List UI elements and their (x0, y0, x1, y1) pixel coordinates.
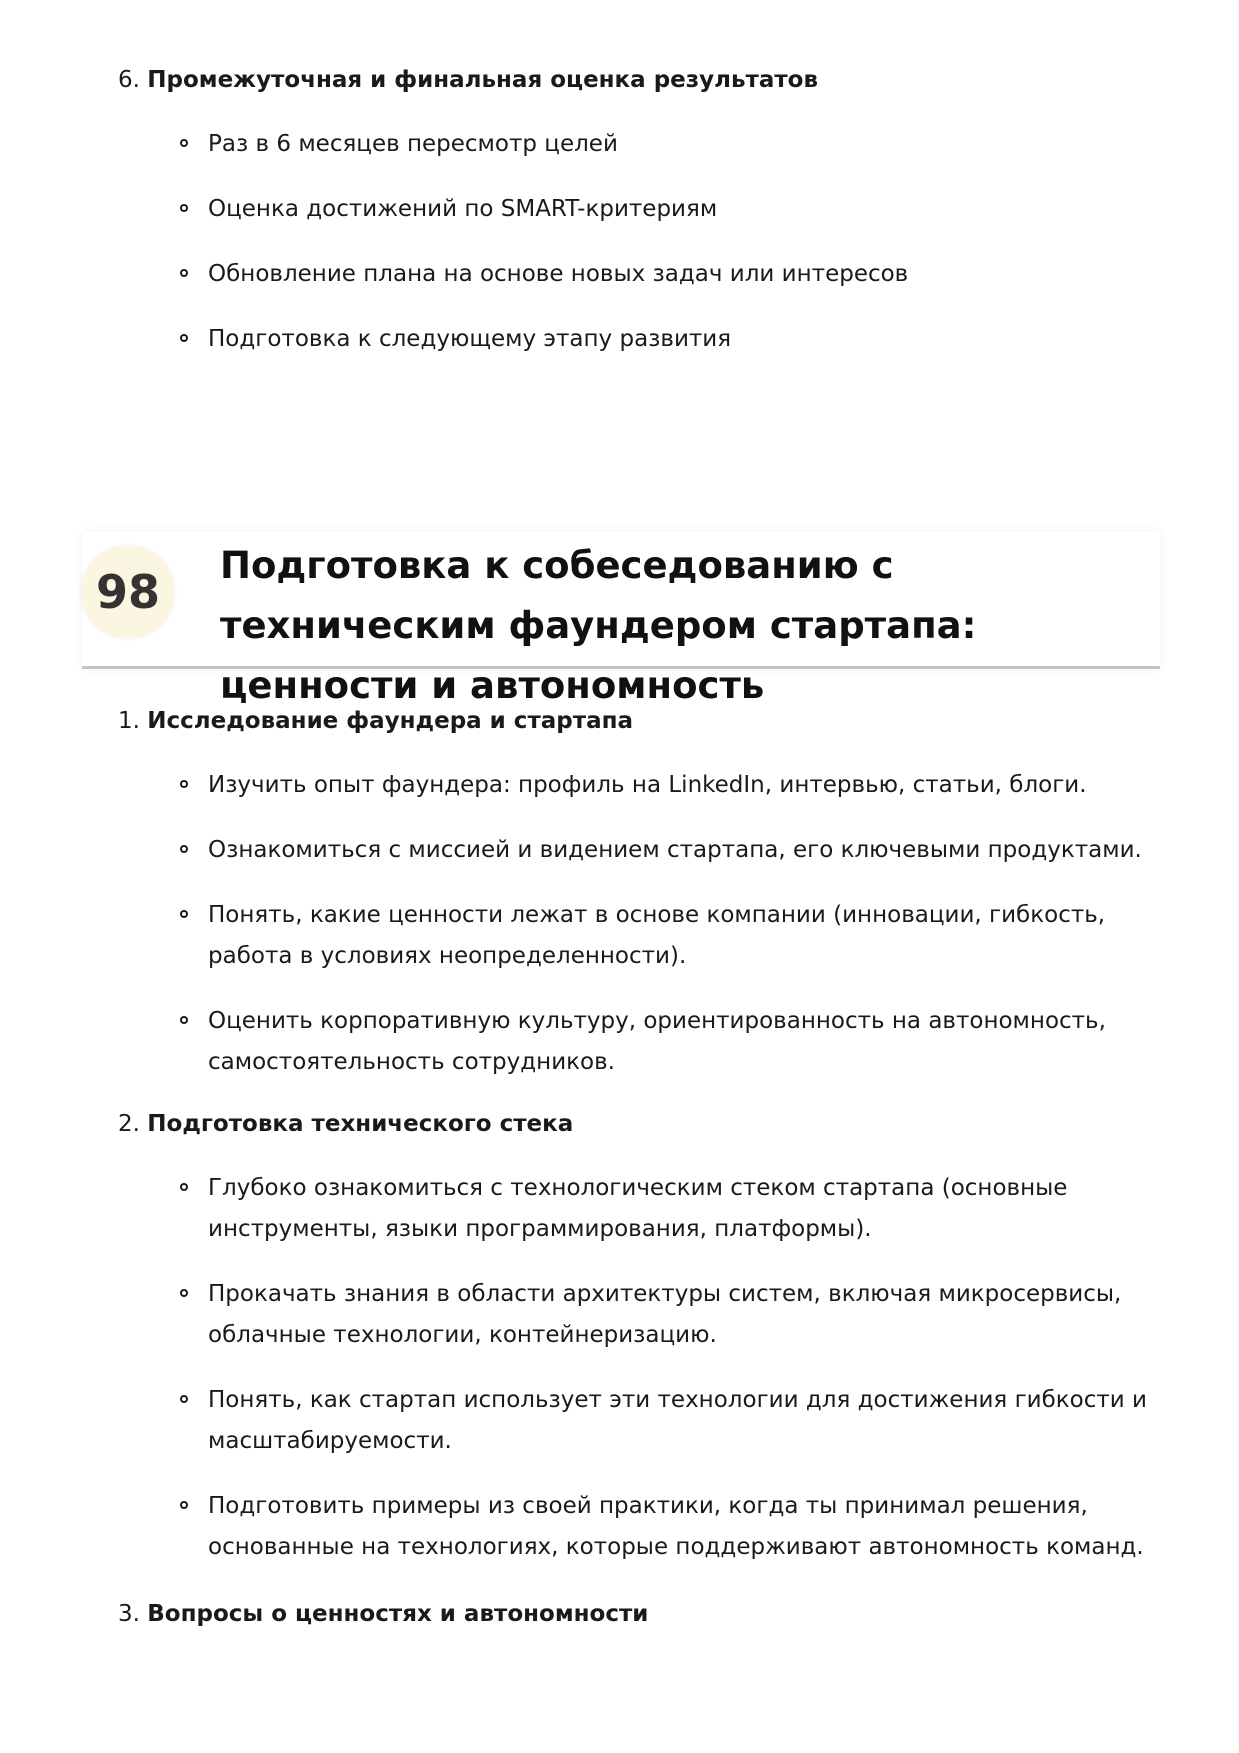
section-heading-3 (118, 1598, 648, 1630)
list-item: Прокачать знания в области архитектуры систем, включая микросервисы, облачные технологии, контейнеризацию. (176, 1274, 1186, 1356)
section-heading-6 (118, 64, 818, 96)
chapter-title: Подготовка к собеседованию с техническим фаундером стартапа: ценности и автономность (220, 544, 977, 707)
list-item: Понять, какие ценности лежат в основе компании (инновации, гибкость, работа в условиях неопределенности). (176, 895, 1186, 977)
list-item: Оценить корпоративную культуру, ориентированность на автономность, самостоятельность сотрудников. (176, 1001, 1186, 1083)
section-title: Подготовка технического стека (147, 1111, 574, 1137)
chapter-number-badge: 98 (82, 546, 174, 638)
list-item: Обновление плана на основе новых задач или интересов (176, 254, 1186, 295)
list-item: Понять, как стартап использует эти технологии для достижения гибкости и масштабируемости. (176, 1380, 1186, 1462)
list-item: Оценка достижений по SMART-критериям (176, 189, 1186, 230)
list-item: Раз в 6 месяцев пересмотр целей (176, 124, 1186, 165)
section-2-list (176, 1168, 1186, 1592)
section-title: Исследование фаундера и стартапа (147, 708, 634, 734)
section-heading-1 (118, 705, 633, 737)
chapter-header (82, 532, 1160, 707)
section-number: 1. (118, 708, 140, 734)
section-heading-2 (118, 1108, 573, 1140)
section-number: 2. (118, 1111, 140, 1137)
list-item: Глубоко ознакомиться с технологическим стеком стартапа (основные инструменты, языки программирования, платформы). (176, 1168, 1186, 1250)
list-item: Подготовка к следующему этапу развития (176, 319, 1186, 360)
section-title: Вопросы о ценностях и автономности (147, 1601, 649, 1627)
section-number: 6. (118, 67, 140, 93)
list-item: Подготовить примеры из своей практики, когда ты принимал решения, основанные на технологиях, которые поддерживают автономность команд. (176, 1486, 1186, 1568)
section-number: 3. (118, 1601, 140, 1627)
section-1-list (176, 765, 1186, 1107)
section-title: Промежуточная и финальная оценка результатов (147, 67, 819, 93)
section-6-list (176, 124, 1186, 384)
list-item: Ознакомиться с миссией и видением стартапа, его ключевыми продуктами. (176, 830, 1186, 871)
list-item: Изучить опыт фаундера: профиль на LinkedIn, интервью, статьи, блоги. (176, 765, 1186, 806)
